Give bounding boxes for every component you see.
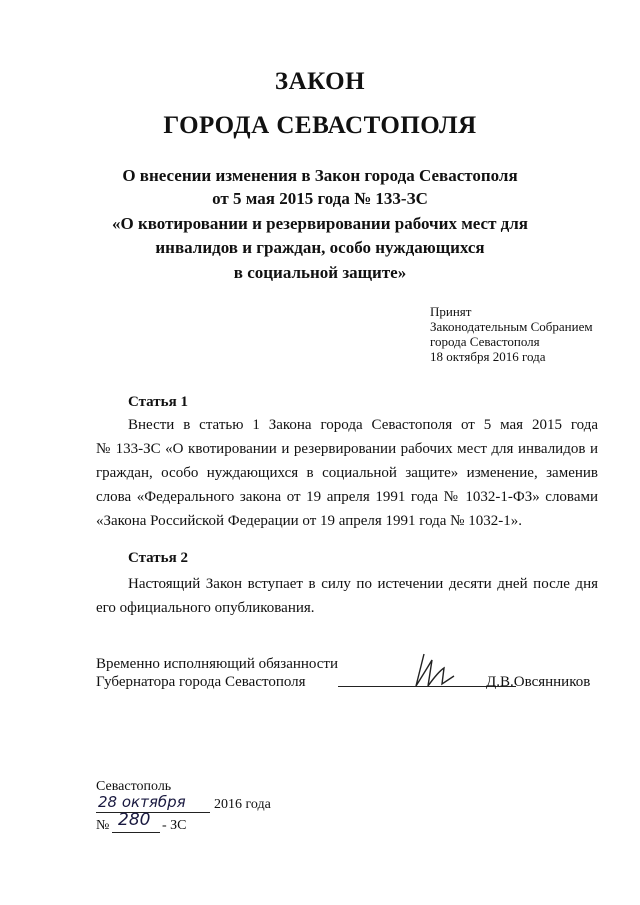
law-title-city: ГОРОДА СЕВАСТОПОЛЯ	[163, 112, 477, 139]
subtitle-line: «О квотировании и резервировании рабочих мест для	[111, 214, 529, 233]
handwritten-date: 28 октября	[98, 793, 186, 811]
signer-position: Временно исполняющий обязанности	[96, 656, 339, 672]
subtitle-line: в социальной защите»	[233, 263, 407, 282]
date-underline	[96, 812, 210, 813]
article-1-line: «Закона Российской Федерации от 19 апреля 1991 года № 1032-1».	[96, 513, 522, 529]
number-prefix: №	[96, 818, 110, 833]
article-2-line: Настоящий Закон вступает в силу по истечении десяти дней после дня	[128, 576, 598, 592]
adoption-note	[430, 304, 593, 364]
article-1-line: слова «Федерального закона от 19 апреля 1991 года № 1032-1-ФЗ» словами	[96, 489, 598, 505]
signature-mark	[410, 650, 470, 690]
article-1-heading: Статья 1	[128, 394, 188, 410]
number-suffix: - ЗС	[162, 818, 187, 833]
city-label: Севастополь	[96, 779, 172, 794]
article-1-line: № 133-ЗС «О квотировании и резервировании рабочих мест для инвалидов и	[96, 441, 598, 457]
signer-position: Губернатора города Севастополя	[96, 674, 306, 690]
subtitle-line: от 5 мая 2015 года № 133-ЗС	[212, 189, 428, 208]
article-1-line: граждан, особо нуждающихся в социальной защите» изменение, заменив	[96, 465, 598, 481]
adoption-line: города Севастополя	[430, 334, 540, 349]
article-2-line: его официального опубликования.	[96, 600, 315, 616]
adoption-line: Законодательным Собранием	[430, 319, 593, 334]
adoption-line: Принят	[430, 304, 472, 319]
year-label: 2016 года	[214, 797, 271, 812]
subtitle-line: О внесении изменения в Закон города Севастополя	[122, 166, 518, 185]
handwritten-number: 280	[118, 810, 151, 830]
article-2-heading: Статья 2	[128, 550, 188, 566]
signer-name: Д.В.Овсянников	[486, 674, 591, 690]
law-title: ЗАКОН	[274, 68, 366, 95]
article-1-line: Внести в статью 1 Закона города Севастополя от 5 мая 2015 года	[128, 417, 598, 433]
adoption-line: 18 октября 2016 года	[430, 349, 546, 364]
number-underline	[112, 832, 160, 833]
subtitle-line: инвалидов и граждан, особо нуждающихся	[155, 238, 485, 257]
